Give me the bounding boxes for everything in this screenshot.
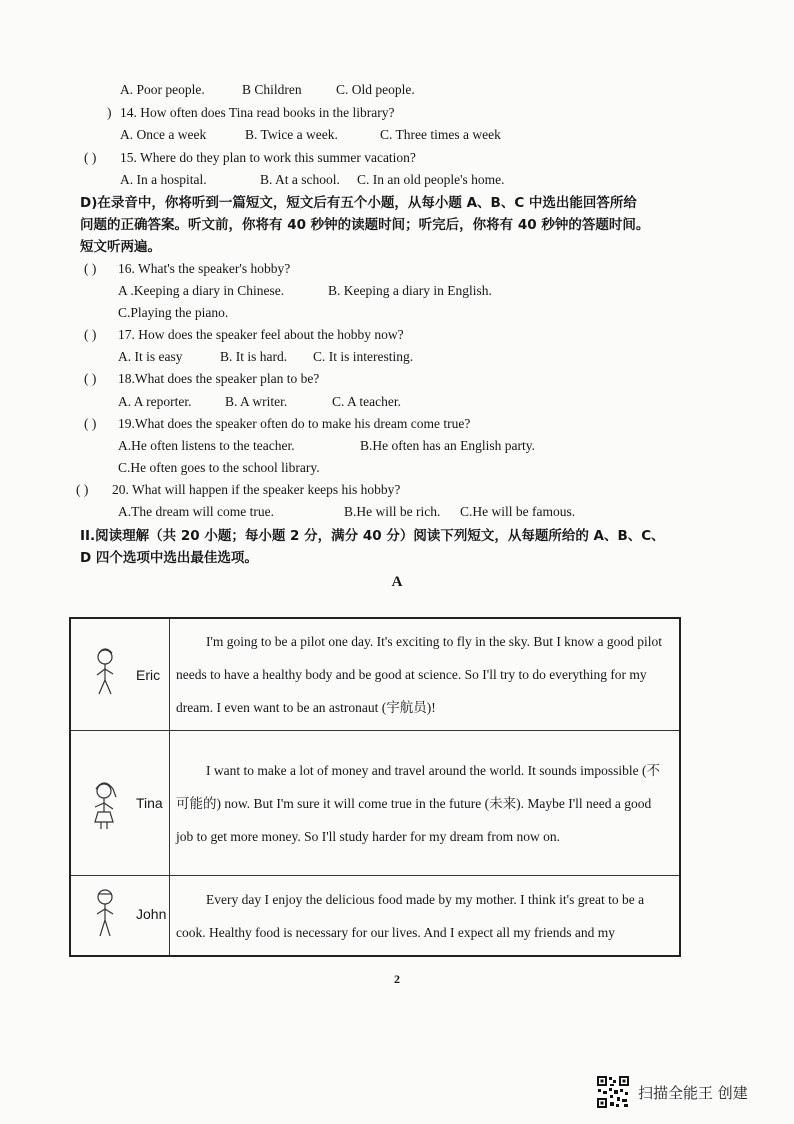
q16-paren: ( )	[84, 261, 97, 276]
person-name: Tina	[136, 795, 163, 811]
q20-question: 20. What will happen if the speaker keeps his hobby?	[112, 482, 401, 497]
person-statement: I want to make a lot of money and travel around the world. It sounds impossible (不可能的) now. But I'm sure it will come true in the future (未来). Maybe I'll need a good job to get more money. So I'll study harder for my dream from now on.	[176, 762, 661, 844]
q19-question: 19.What does the speaker often do to make his dream come true?	[118, 416, 471, 431]
watermark-text: 扫描全能王 创建	[638, 1083, 748, 1102]
table-row	[70, 876, 680, 957]
q15-option-c: C. In an old people's home.	[357, 172, 505, 187]
child-figure-icon	[93, 888, 119, 940]
q18-paren: ( )	[84, 371, 97, 386]
q20-option-b: B.He will be rich.	[344, 504, 441, 519]
person-statement: I'm going to be a pilot one day. It's exciting to fly in the sky. But I know a good pilot needs to have a healthy body and be good at science. So I'll try to do everything for my dream. I even want to be an astronaut (宇航员)!	[176, 634, 663, 715]
q14-option-b: B. Twice a week.	[245, 127, 338, 142]
section-d-instruction-1: D)在录音中，你将听到一篇短文，短文后有五个小题，从每小题 A、B、C 中选出能回答所给	[80, 195, 637, 211]
person-text-cell	[170, 618, 681, 731]
q17-option-c: C. It is interesting.	[313, 349, 414, 364]
person-text-cell	[170, 731, 681, 876]
section-ii-instruction-1: II.阅读理解（共 20 小题；每小题 2 分，满分 40 分）阅读下列短文，从每题所给的 A、B、C、	[80, 528, 665, 544]
q14-paren: )	[107, 105, 112, 120]
q16-question: 16. What's the speaker's hobby?	[118, 261, 291, 276]
q16-option-c: C.Playing the piano.	[118, 305, 229, 320]
q19-option-b: B.He often has an English party.	[360, 438, 535, 453]
q18-option-a: A. A reporter.	[118, 394, 192, 409]
q16-option-a: A .Keeping a diary in Chinese.	[118, 283, 285, 298]
child-figure-icon	[93, 647, 119, 697]
q17-question: 17. How does the speaker feel about the hobby now?	[118, 327, 404, 342]
q13-option-a: A. Poor people.	[120, 82, 205, 97]
table-row	[70, 731, 680, 876]
passage-label: A	[391, 574, 403, 590]
q14-option-c: C. Three times a week	[380, 127, 501, 142]
q17-paren: ( )	[84, 327, 97, 342]
q17-option-b: B. It is hard.	[220, 349, 288, 364]
q15-question: 15. Where do they plan to work this summer vacation?	[120, 150, 416, 165]
qr-code-icon	[596, 1075, 630, 1109]
child-figure-icon	[91, 781, 119, 831]
person-statement: Every day I enjoy the delicious food made by my mother. I think it's great to be a cook. Healthy food is necessary for our lives. And I expect all my friends and my	[176, 891, 645, 940]
q16-option-b: B. Keeping a diary in English.	[328, 283, 492, 298]
person-name: Eric	[136, 667, 161, 683]
q14-option-a: A. Once a week	[120, 127, 207, 142]
q20-option-c: C.He will be famous.	[460, 504, 576, 519]
page-number: 2	[394, 972, 400, 986]
q13-option-c: C. Old people.	[336, 82, 415, 97]
q20-option-a: A.The dream will come true.	[118, 504, 274, 519]
section-d-instruction-3: 短文听两遍。	[80, 239, 161, 255]
q15-paren: ( )	[84, 150, 97, 165]
q17-option-a: A. It is easy	[118, 349, 183, 364]
scanner-watermark	[596, 1075, 748, 1109]
q18-question: 18.What does the speaker plan to be?	[118, 371, 320, 386]
q18-option-b: B. A writer.	[225, 394, 288, 409]
q20-paren: ( )	[76, 482, 89, 497]
people-table	[69, 617, 681, 957]
person-text-cell	[170, 876, 681, 957]
q15-option-a: A. In a hospital.	[120, 172, 207, 187]
q19-option-c: C.He often goes to the school library.	[118, 460, 320, 475]
person-cell	[70, 876, 170, 957]
q14-question: 14. How often does Tina read books in the library?	[120, 105, 395, 120]
person-cell	[70, 618, 170, 731]
q13-option-b: B Children	[242, 82, 302, 97]
q15-option-b: B. At a school.	[260, 172, 340, 187]
q19-paren: ( )	[84, 416, 97, 431]
section-ii-instruction-2: D 四个选项中选出最佳选项。	[80, 550, 258, 566]
table-row	[70, 618, 680, 731]
q18-option-c: C. A teacher.	[332, 394, 401, 409]
person-name: John	[136, 906, 167, 922]
q19-option-a: A.He often listens to the teacher.	[118, 438, 295, 453]
person-cell	[70, 731, 170, 876]
section-d-instruction-2: 问题的正确答案。听文前，你将有 40 秒钟的读题时间；听完后，你将有 40 秒钟的答题时间。	[80, 217, 650, 233]
